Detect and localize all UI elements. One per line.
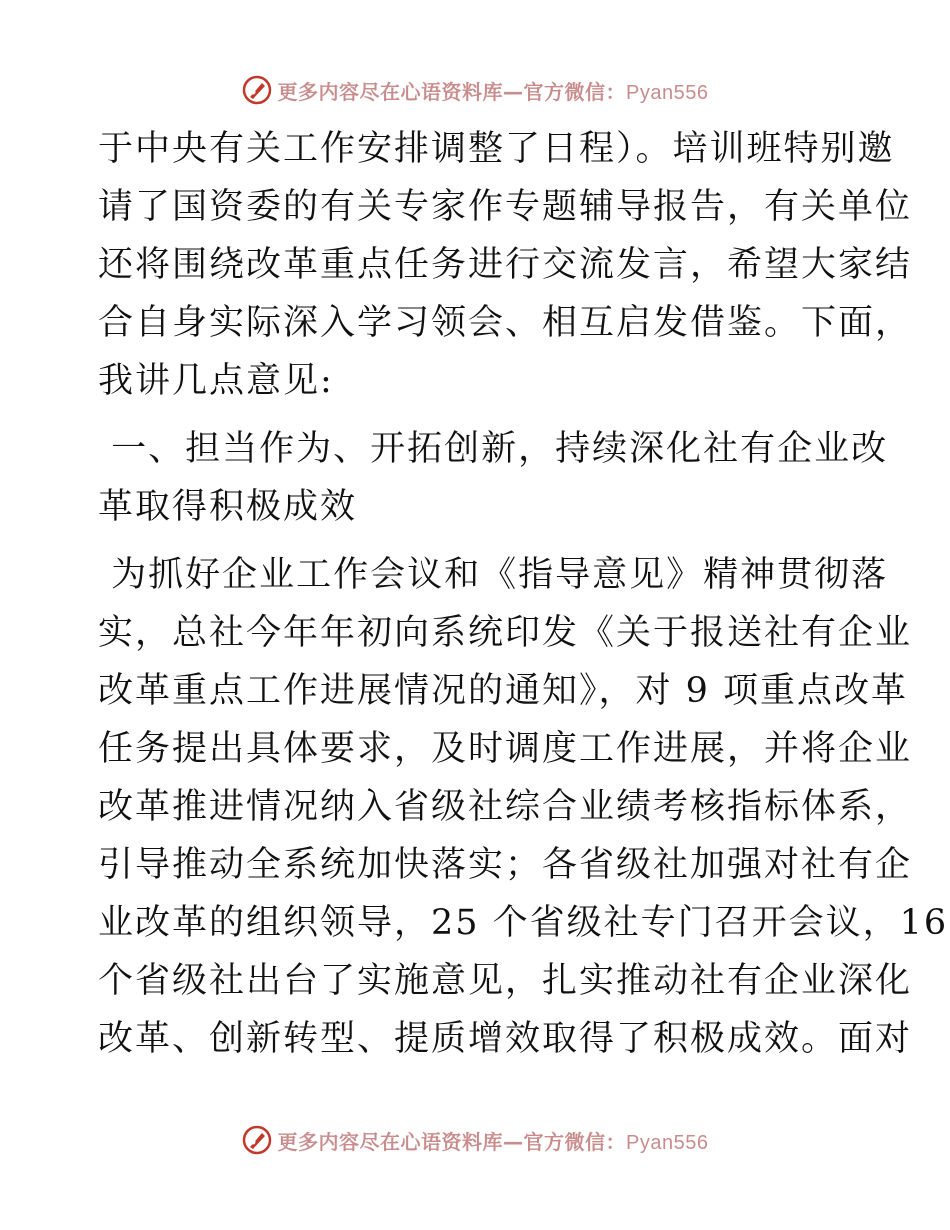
header-banner	[0, 72, 950, 108]
banner-caption: 更多内容尽在心语资料库—官方微信：	[277, 79, 627, 104]
banner-text	[278, 76, 709, 105]
text-line: 业改革的组织领导，25 个省级社专门召开会议，16	[98, 903, 949, 943]
text-line: 引导推动全系统加快落实；各省级社加强对社有企	[98, 845, 913, 885]
text-line: 一、担当作为、开拓创新，持续深化社有企业改	[98, 429, 889, 469]
text-line: 实，总社今年年初向系统印发《关于报送社有企业	[98, 613, 913, 653]
paragraph	[98, 546, 949, 1068]
text-line: 改革、创新转型、提质增效取得了积极成效。面对	[98, 1019, 913, 1059]
banner-wechat-id: Pyan556	[626, 81, 709, 104]
section-heading	[98, 420, 889, 536]
footer-banner	[0, 1122, 950, 1158]
pen-logo-icon	[242, 1125, 272, 1155]
text-line: 个省级社出台了实施意见，扎实推动社有企业深化	[98, 961, 913, 1001]
banner-caption: 更多内容尽在心语资料库—官方微信：	[277, 1129, 627, 1154]
pen-logo-icon	[242, 75, 272, 105]
text-line: 我讲几点意见:	[98, 361, 334, 401]
text-line: 为抓好企业工作会议和《指导意见》精神贯彻落	[98, 555, 889, 595]
banner-wechat-id: Pyan556	[626, 1131, 709, 1154]
text-line: 改革推进情况纳入省级社综合业绩考核指标体系，	[98, 787, 913, 827]
document-body	[98, 120, 949, 1068]
text-line: 还将围绕改革重点任务进行交流发言，希望大家结	[98, 245, 913, 285]
paragraph	[98, 120, 913, 410]
text-line: 改革重点工作进展情况的通知》，对 9 项重点改革	[98, 671, 909, 711]
banner-text	[278, 1126, 709, 1155]
text-line: 任务提出具体要求，及时调度工作进展，并将企业	[98, 729, 913, 769]
text-line: 合自身实际深入学习领会、相互启发借鉴。下面，	[98, 303, 913, 343]
text-line: 于中央有关工作安排调整了日程）。培训班特别邀	[98, 129, 895, 169]
text-line: 请了国资委的有关专家作专题辅导报告，有关单位	[98, 187, 913, 227]
text-line: 革取得积极成效	[98, 487, 358, 527]
